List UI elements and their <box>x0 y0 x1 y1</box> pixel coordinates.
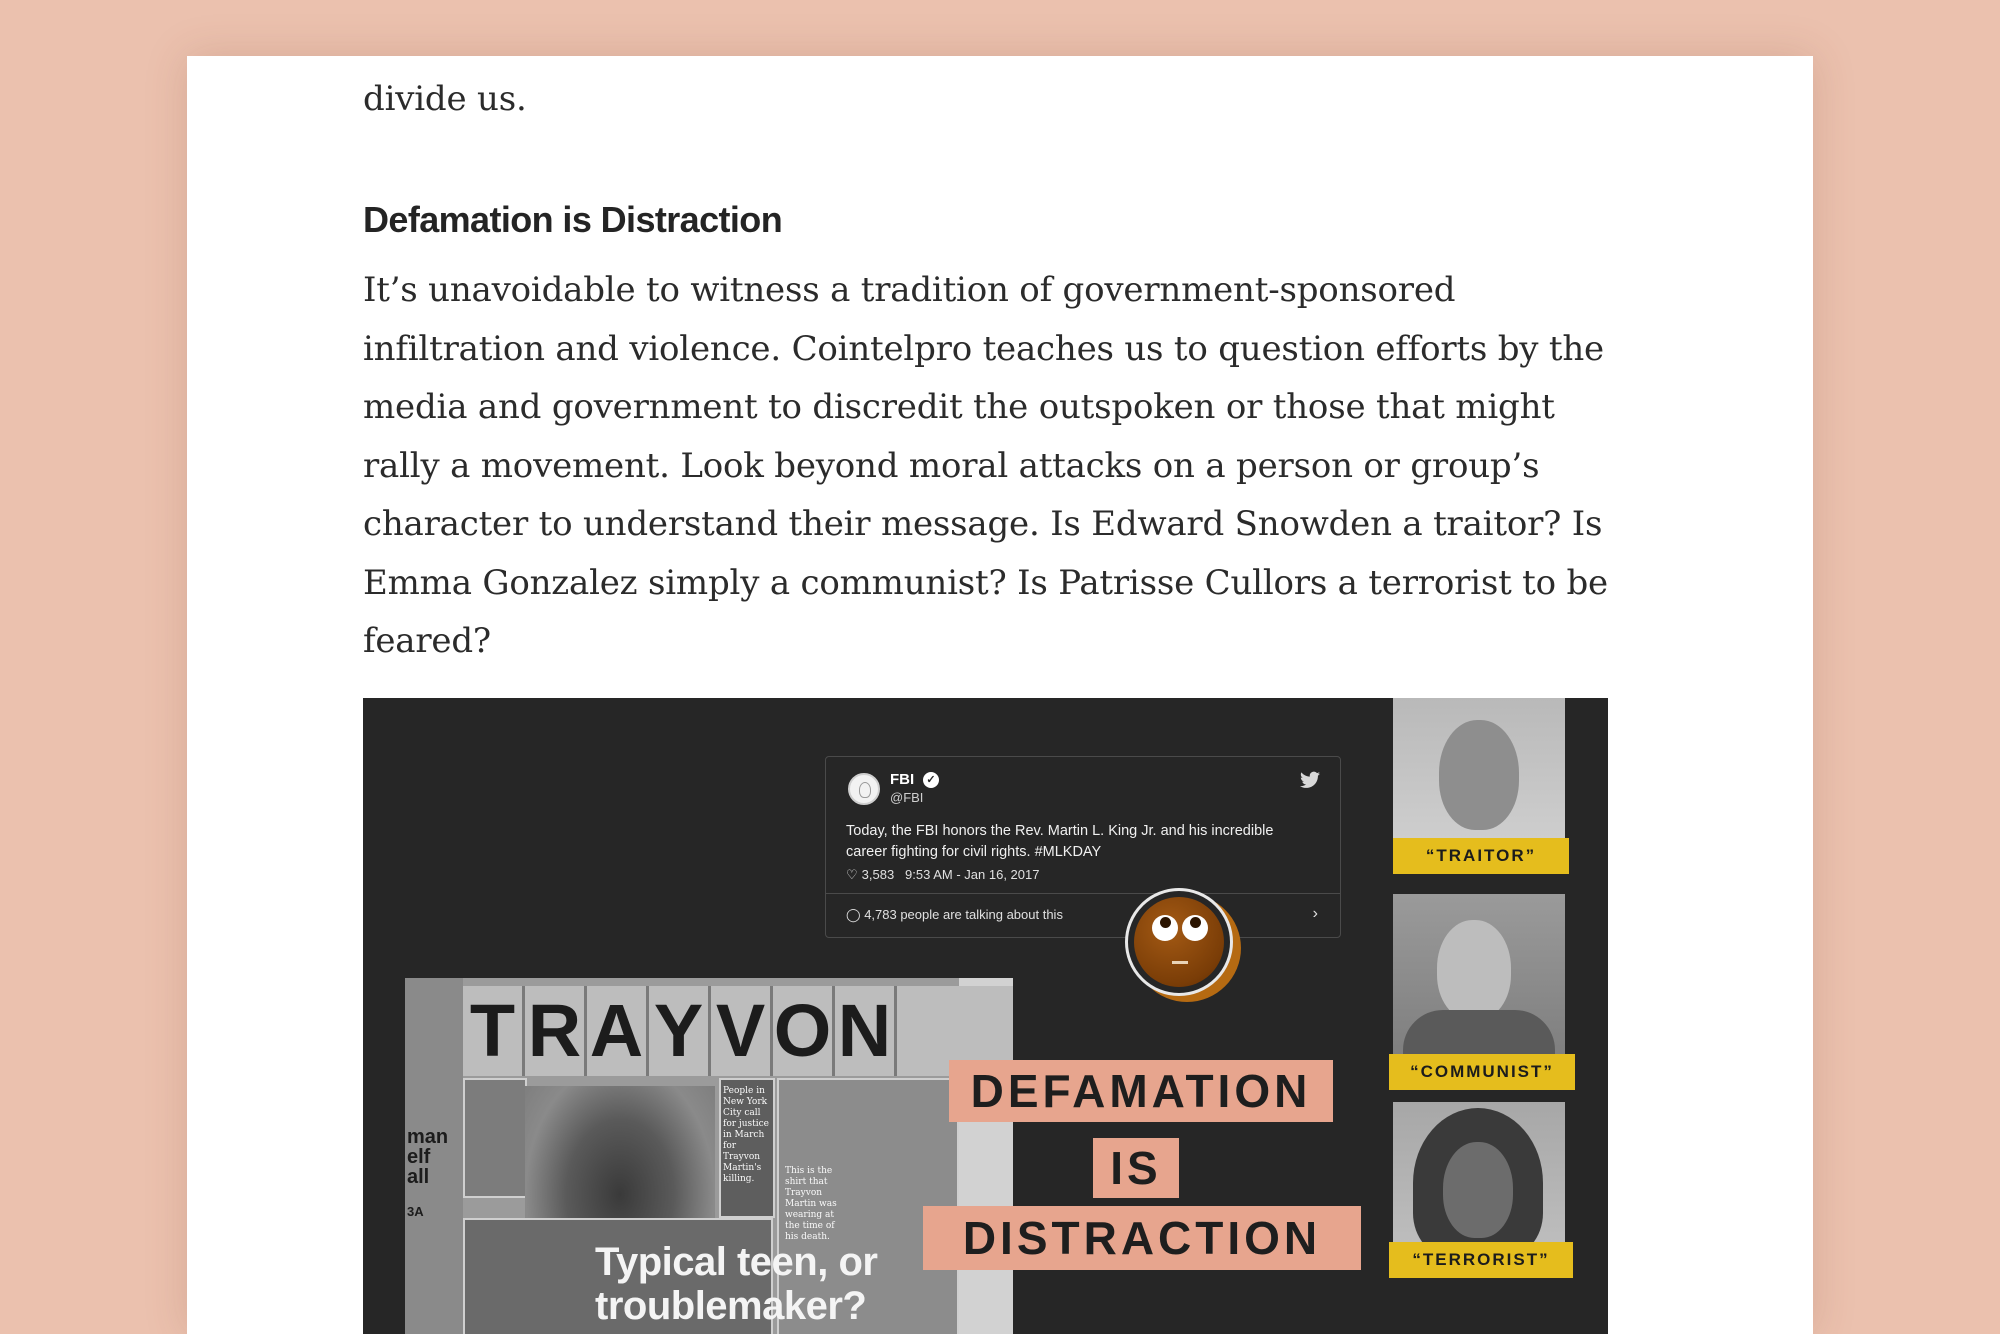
fbi-tweet-card <box>825 756 1341 938</box>
newspaper-left-fragment: all <box>407 1166 430 1188</box>
chevron-right-icon: › <box>1312 905 1318 922</box>
tweet-talking-text: 4,783 people are talking about this <box>864 907 1063 922</box>
stamp-distraction: DISTRACTION <box>923 1206 1361 1270</box>
portrait-face <box>1439 720 1519 830</box>
label-communist: “COMMUNIST” <box>1389 1054 1575 1090</box>
tweet-author-handle: @FBI <box>890 790 924 805</box>
defamation-collage-image <box>363 698 1608 1334</box>
emoji-mouth <box>1172 961 1188 964</box>
masthead-letter: V <box>711 986 773 1076</box>
twitter-bird-icon <box>1300 771 1320 789</box>
portrait-face <box>1443 1142 1513 1238</box>
masthead-letter: R <box>525 986 587 1076</box>
tweet-author-name: FBI <box>890 771 915 788</box>
label-traitor: “TRAITOR” <box>1393 838 1569 874</box>
masthead-letter: T <box>463 986 525 1076</box>
stamp-is: IS <box>1093 1138 1179 1198</box>
verified-check-icon: ✓ <box>923 772 939 788</box>
tweet-likes: 3,583 <box>861 867 895 882</box>
newspaper-left-column <box>405 978 463 1334</box>
newspaper-headline-line: Typical teen, or <box>595 1240 878 1284</box>
tweet-timestamp: 9:53 AM - Jan 16, 2017 <box>905 867 1040 882</box>
emoji-left-eye <box>1152 915 1178 941</box>
stamp-defamation: DEFAMATION <box>949 1060 1333 1122</box>
newspaper-caption: People in New York City call for justice in March for Trayvon Martin's killing. <box>723 1086 769 1184</box>
newspaper-masthead <box>463 986 1013 1076</box>
trayvon-newspaper-clipping <box>405 978 1013 1334</box>
newspaper-left-fragment: 3A <box>407 1204 424 1219</box>
article-card <box>187 56 1813 1334</box>
emoji-face <box>1134 897 1224 987</box>
masthead-letter: O <box>773 986 835 1076</box>
tweet-divider <box>826 893 1340 894</box>
emoji-right-eye <box>1182 915 1208 941</box>
newspaper-headline-line: troublemaker? <box>595 1284 867 1328</box>
newspaper-left-fragment: elf <box>407 1146 431 1168</box>
speech-bubble-icon: ◯ <box>846 907 861 922</box>
newspaper-headline <box>595 1240 877 1328</box>
paragraph-tail: divide us. <box>363 79 527 119</box>
masthead-letter: Y <box>649 986 711 1076</box>
tweet-text: Today, the FBI honors the Rev. Martin L. King Jr. and his incredible career fighting for civil rights. #MLKDAY <box>846 823 1274 860</box>
section-heading: Defamation is Distraction <box>363 199 783 240</box>
portrait-photo-2 <box>1393 894 1565 1066</box>
article-paragraph: It’s unavoidable to witness a tradition of government-sponsored infiltration and violence. Cointelpro teaches us to question efforts by the media and government to discredit the outspoken or those that might rally a movement. Look beyond moral attacks on a person or group’s character to understand their message. Is Edward Snowden a traitor? Is Emma Gonzalez simply a communist? Is Patrisse Cullors a terrorist to be feared? <box>363 270 1608 661</box>
portrait-face <box>1437 920 1511 1020</box>
newspaper-caption: This is the shirt that Trayvon Martin was wearing at the time of his death. <box>785 1166 837 1242</box>
newspaper-left-fragment: man <box>407 1126 449 1148</box>
newspaper-photo <box>463 1078 527 1198</box>
fbi-avatar <box>848 773 880 805</box>
portrait-photo-1 <box>1393 698 1565 846</box>
eye-roll-emoji-icon <box>1125 888 1233 996</box>
masthead-letter: N <box>835 986 897 1076</box>
masthead-letter: A <box>587 986 649 1076</box>
tweet-meta <box>846 867 1039 883</box>
tweet-talking <box>846 907 1063 923</box>
heart-icon: ♡ <box>846 867 858 882</box>
label-terrorist: “TERRORIST” <box>1389 1242 1573 1278</box>
